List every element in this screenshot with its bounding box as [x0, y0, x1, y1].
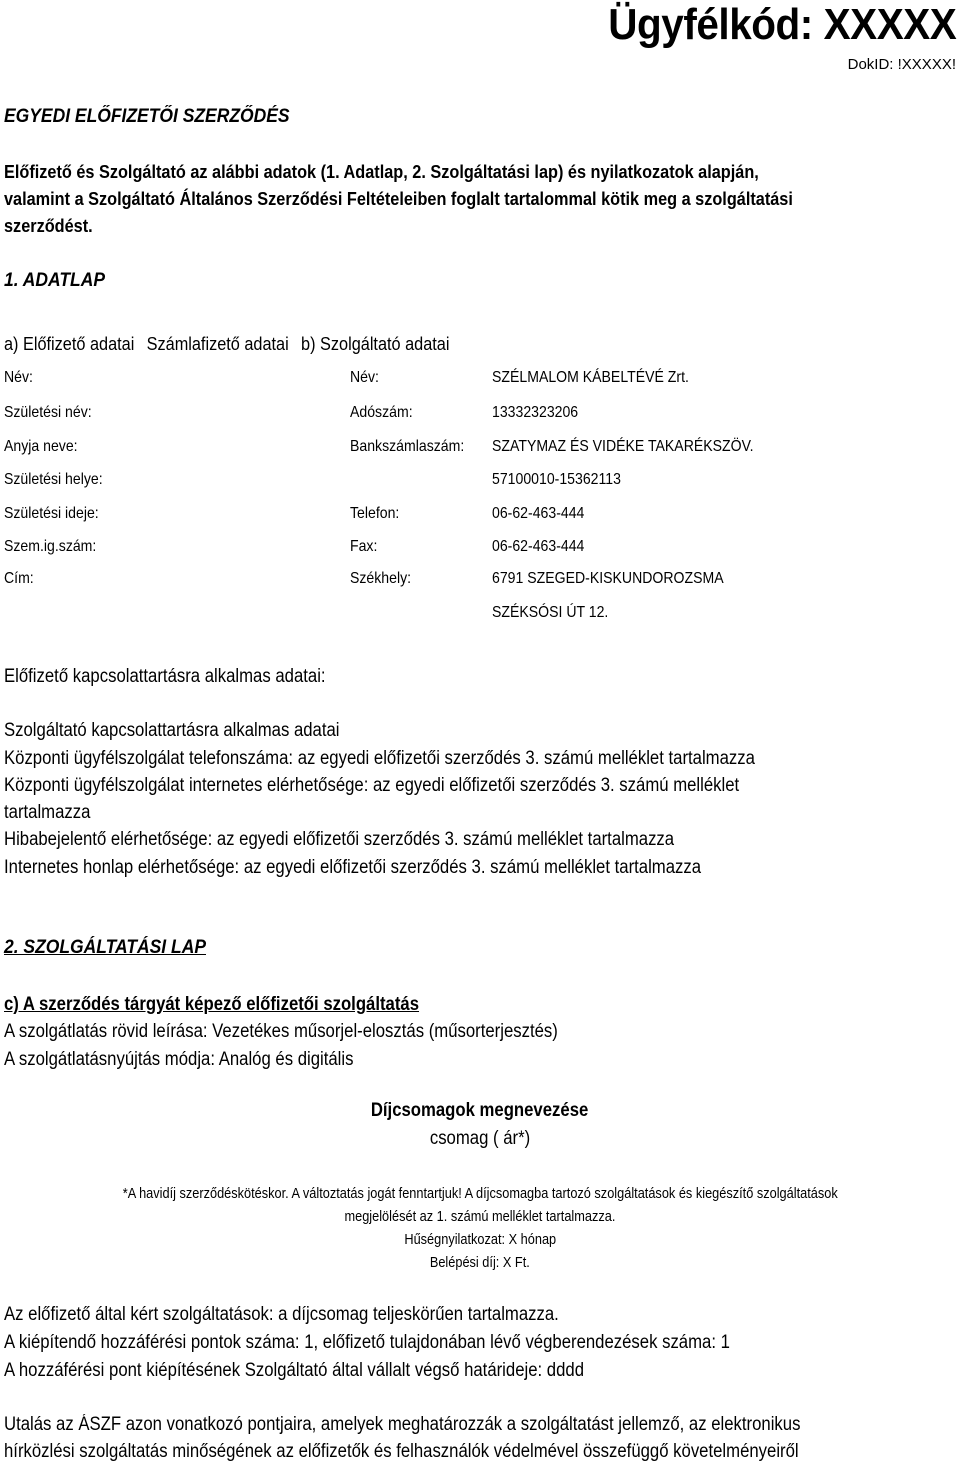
aszf-reference-line: Utalás az ÁSZF azon vonatkozó pontjaira, amelyek meghatározzák a szolgáltatást jellemző, az elektronikus	[4, 1414, 801, 1435]
data-row	[0, 369, 960, 399]
data-row	[0, 438, 960, 468]
installation-deadline: A hozzáférési pont kiépítésének Szolgáltató által vállalt végső határideje: dddd	[4, 1360, 585, 1381]
provider-data-heading: b) Szolgáltató adatai	[301, 333, 450, 354]
fee-notes	[0, 1183, 960, 1275]
subscriber-field-label: Anyja neve:	[4, 438, 78, 455]
contact-line: Központi ügyfélszolgálat telefonszáma: az egyedi előfizetői szerződés 3. számú melléklet tartalmazza	[4, 748, 755, 769]
service-mode: A szolgátlatásnyújtás módja: Analóg és digitális	[4, 1049, 354, 1070]
access-points: A kiépítendő hozzáférési pontok száma: 1, előfizető tulajdonában lévő végberendezések száma: 1	[4, 1332, 730, 1353]
provider-field-value: 06-62-463-444	[492, 505, 585, 522]
provider-field-label: Bankszámlaszám:	[350, 438, 465, 455]
contact-line: Hibabejelentő elérhetősége: az egyedi előfizetői szerződés 3. számú melléklet tartalmazza	[4, 829, 675, 850]
document-title: EGYEDI ELŐFIZETŐI SZERZŐDÉS	[4, 106, 290, 127]
provider-contact-heading: Szolgáltató kapcsolattartásra alkalmas adatai	[4, 720, 340, 741]
client-code: Ügyfélkód: XXXXX	[607, 0, 956, 49]
section-2-heading: 2. SZOLGÁLTATÁSI LAP	[4, 937, 206, 958]
subscriber-field-label: Születési név:	[4, 404, 92, 421]
intro-line: Előfizető és Szolgáltató az alábbi adatok (1. Adatlap, 2. Szolgáltatási lap) és nyilatkozatok alapján,	[4, 161, 759, 182]
provider-field-value: SZÉLMALOM KÁBELTÉVÉ Zrt.	[492, 369, 689, 386]
provider-field-label: Adószám:	[350, 404, 413, 421]
provider-field-label: Név:	[350, 369, 379, 386]
provider-field-value: SZATYMAZ ÉS VIDÉKE TAKARÉKSZÖV.	[492, 438, 754, 455]
provider-field-label: Fax:	[350, 538, 378, 555]
subscriber-field-label: Születési helye:	[4, 471, 103, 488]
entry-fee-note: Belépési díj: X Ft.	[429, 1255, 530, 1271]
document-id: DokID: !XXXXX!	[847, 56, 956, 73]
aszf-reference-line: hírközlési szolgáltatás minőségének az előfizetők és felhasználók védelmével összefüggő követelményeiről	[4, 1441, 799, 1462]
subscriber-field-label: Szem.ig.szám:	[4, 538, 97, 555]
section-1-heading: 1. ADATLAP	[4, 270, 105, 291]
provider-field-value: SZÉKSÓSI ÚT 12.	[492, 604, 609, 621]
data-row	[0, 538, 960, 568]
subscriber-contact-heading: Előfizető kapcsolattartásra alkalmas adatai:	[4, 666, 326, 687]
payer-data-heading: Számlafizető adatai	[146, 333, 289, 354]
subscriber-field-label: Cím:	[4, 570, 34, 587]
contact-line: tartalmazza	[4, 802, 91, 823]
intro-line: szerződést.	[4, 215, 93, 236]
intro-line: valamint a Szolgáltató Általános Szerződési Feltételeiben foglalt tartalommal kötik meg a szolgáltatási	[4, 188, 793, 209]
requested-services: Az előfizető által kért szolgáltatások: a díjcsomag teljeskörűen tartalmazza.	[4, 1304, 559, 1325]
fee-note-line: *A havidíj szerződéskötéskor. A változtatás jogát fenntartjuk! A díjcsomagba tartozó szolgáltatások és kiegészítő szolgáltatások	[122, 1186, 838, 1202]
data-row	[0, 471, 960, 501]
provider-field-value: 06-62-463-444	[492, 538, 585, 555]
loyalty-note: Hűségnyilatkozat: X hónap	[404, 1232, 556, 1248]
data-row	[0, 570, 960, 600]
packages-block	[0, 1100, 960, 1122]
subscriber-data-heading: a) Előfizető adatai	[4, 333, 135, 354]
provider-field-value: 13332323206	[492, 404, 579, 421]
intro-paragraph	[4, 158, 944, 239]
service-subheading: c) A szerződés tárgyát képező előfizetői szolgáltatás	[4, 994, 420, 1015]
contact-line: Internetes honlap elérhetősége: az egyedi előfizetői szerződés 3. számú melléklet tartalmazza	[4, 857, 702, 878]
service-description: A szolgátlatás rövid leírása: Vezetékes műsorjel-elosztás (műsorterjesztés)	[4, 1021, 558, 1042]
packages-block	[0, 1128, 960, 1150]
packages-title: Díjcsomagok megnevezése	[371, 1100, 589, 1121]
provider-field-label: Telefon:	[350, 505, 400, 522]
data-subheadings	[4, 333, 462, 355]
fee-note-line: megjelölését az 1. számú melléklet tartalmazza.	[344, 1209, 616, 1225]
contact-line: Központi ügyfélszolgálat internetes elérhetősége: az egyedi előfizetői szerződés 3. számú melléklet	[4, 775, 740, 796]
subscriber-field-label: Név:	[4, 369, 33, 386]
subscriber-field-label: Születési ideje:	[4, 505, 99, 522]
data-row	[0, 404, 960, 434]
provider-field-value: 6791 SZEGED-KISKUNDOROZSMA	[492, 570, 724, 587]
data-row	[0, 604, 960, 634]
provider-field-value: 57100010-15362113	[492, 471, 621, 488]
provider-field-label: Székhely:	[350, 570, 412, 587]
packages-subtitle: csomag ( ár*)	[429, 1128, 531, 1149]
data-row	[0, 505, 960, 535]
